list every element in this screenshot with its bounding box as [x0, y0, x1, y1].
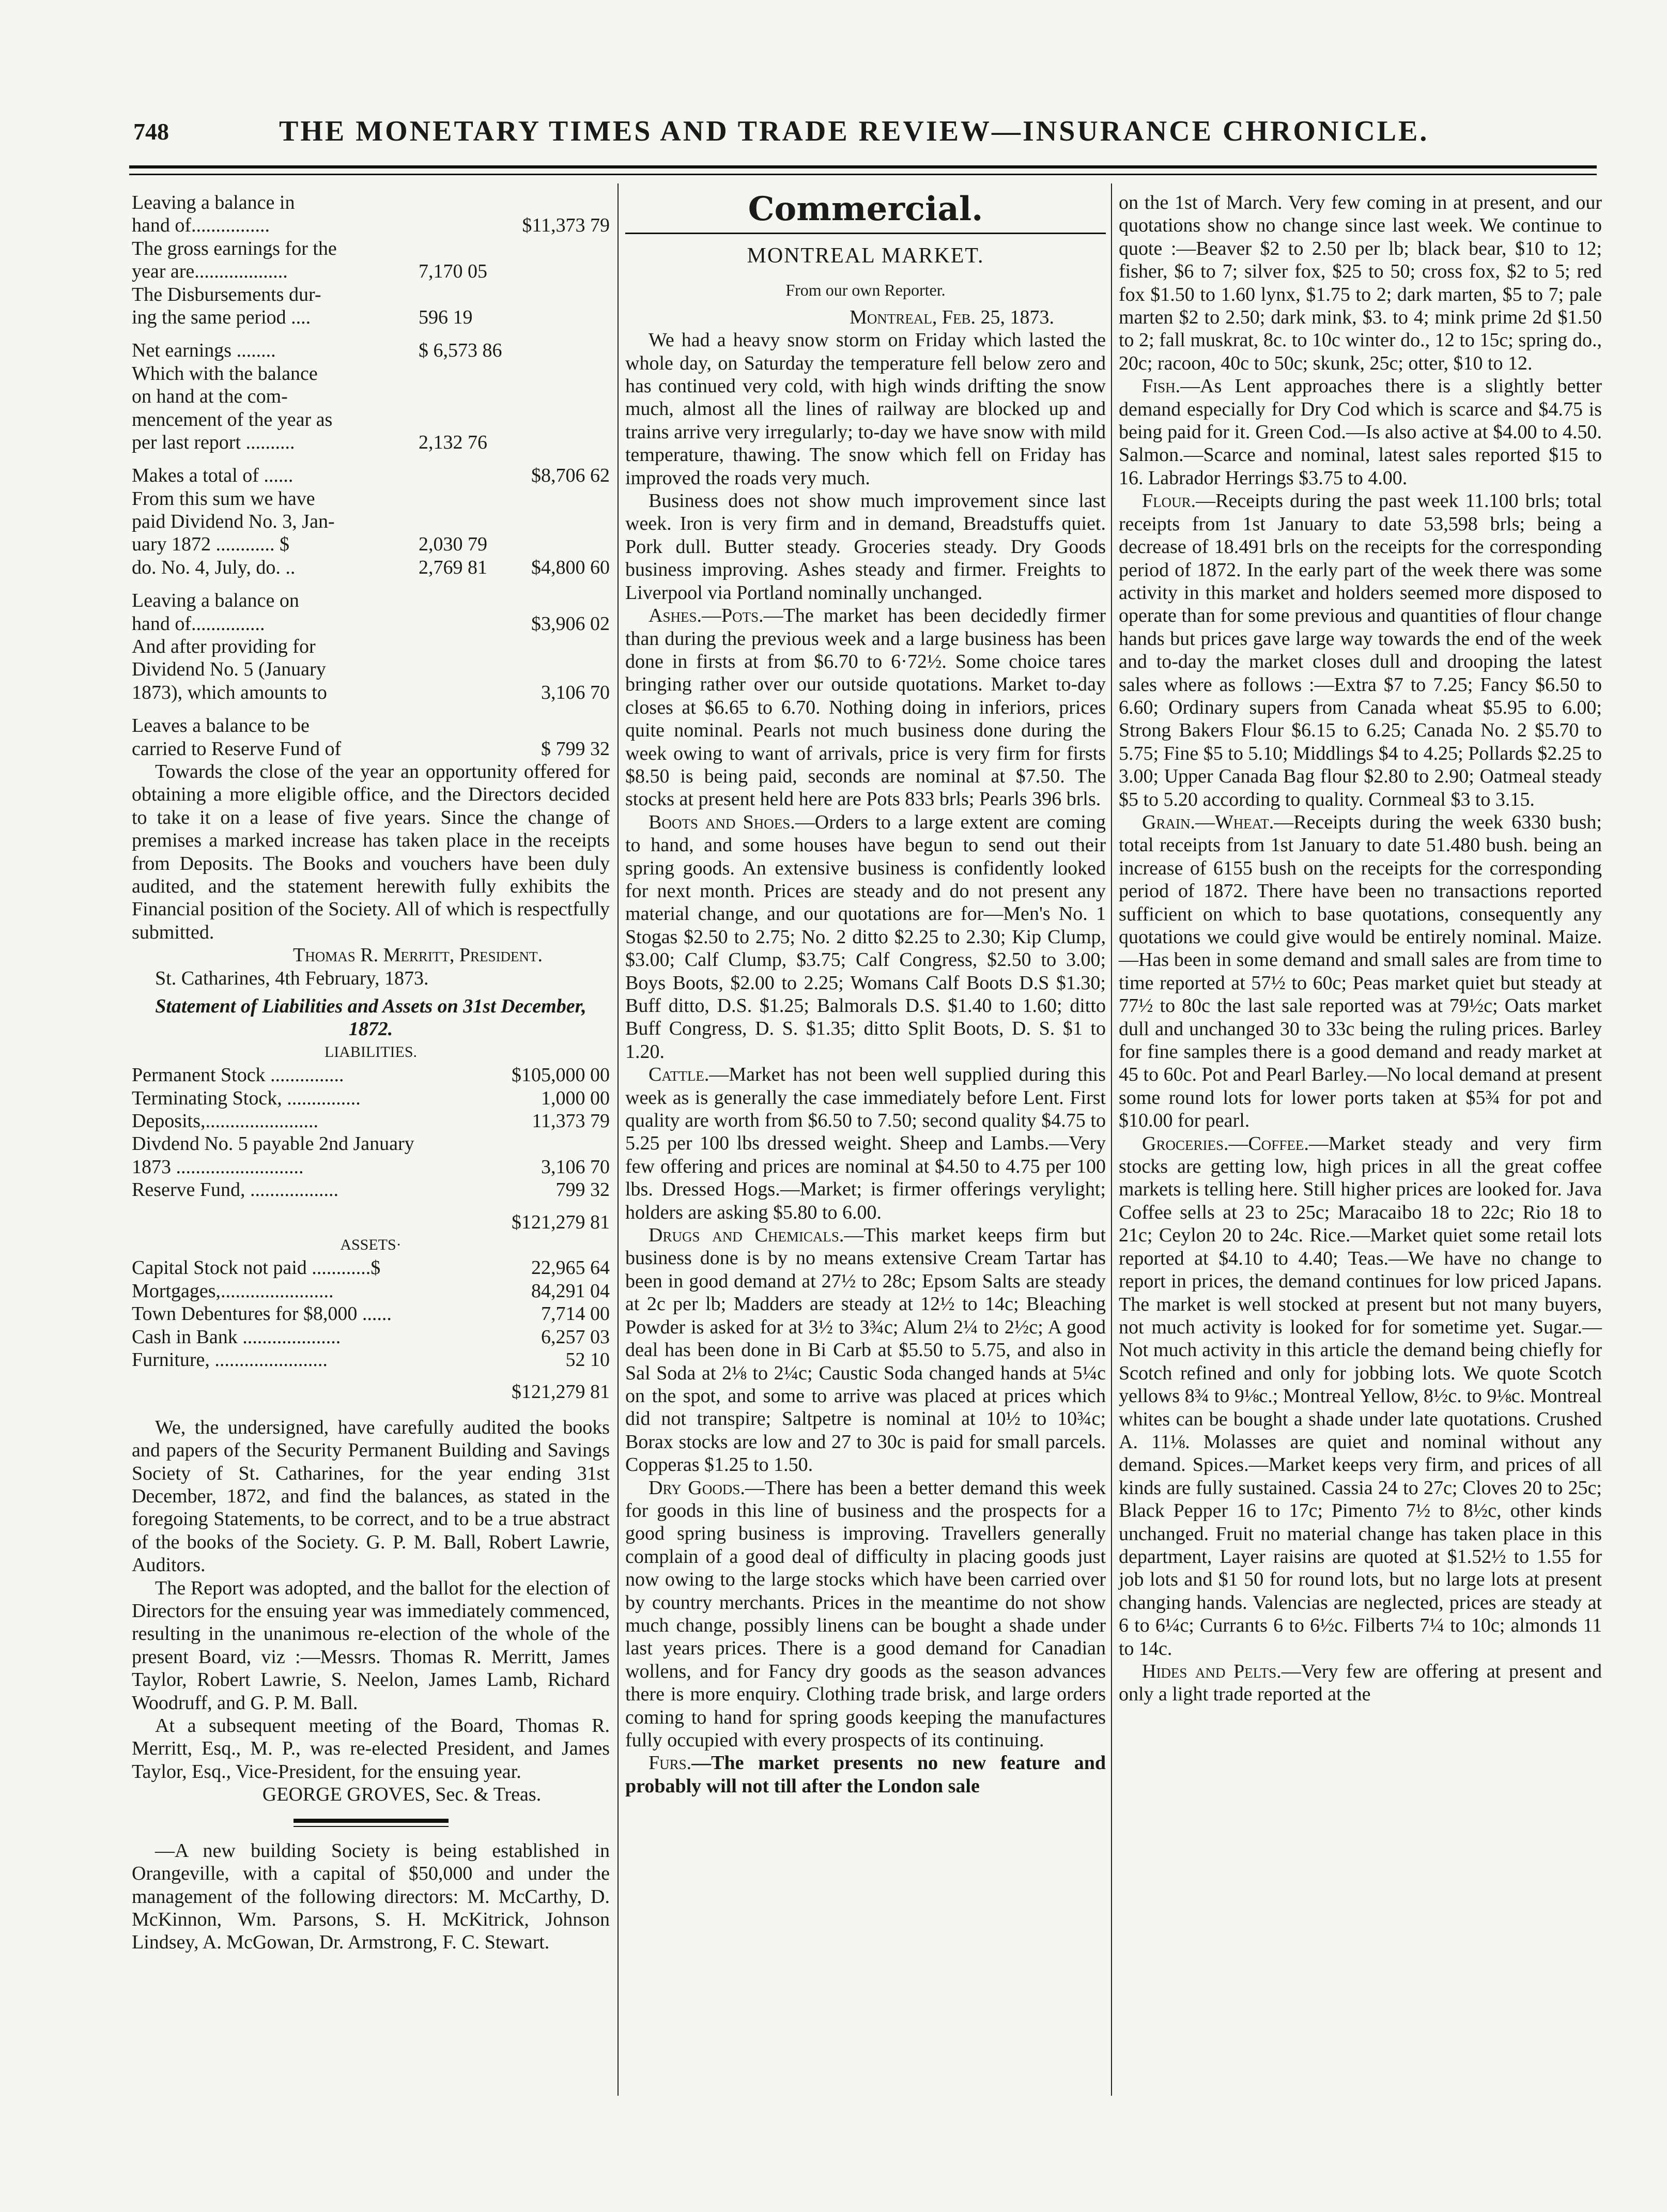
statement-title: Statement of Liabilities and Assets on 31st December, 1872.: [155, 995, 586, 1040]
account-mid: $ 6,573 86: [419, 340, 502, 362]
account-amount: 3,106 70: [541, 681, 610, 703]
section-rule: [294, 1819, 449, 1823]
title-rule: [625, 233, 1106, 234]
row-label: Mortgages,.......................: [132, 1280, 334, 1302]
table-row: [132, 1348, 610, 1371]
section-rule-thin: [294, 1826, 449, 1827]
table-row: [132, 1326, 610, 1348]
account-desc: year are...................: [132, 260, 288, 283]
body-grain: —Receipts during the week 6330 bush; total receipts from 1st January to date 51.480 bush. being an increase of 6155 bush on the receipts for the corresponding period of 1872. There have been no transactions reported sufficient on which to base quotations, consequently any quotations we could give would be entirely nominal. Maize.—Has been in some demand and small sales are from time to time reported at 57½ to 60c; Peas market quiet but steady at 77½ to 80c the last sale reported was at 79½c; Oats market dull and unchanged 30 to 33c being the ruling prices. Barley for fine samples there is a good demand and ready market at 45 to 60c. Pot and Pearl Barley.—No local demand at present some round lots for lower ports taken at $5¾ for pot and $10.00 for pearl.: [1119, 811, 1602, 1132]
account-line: [132, 556, 610, 579]
body-fish: —As Lent approaches there is a slightly better demand especially for Dry Cod which is scarce and $4.75 is being paid for it. Green Cod.—Is also active at $4.00 to 4.50. Salmon.—Scarce and nominal, latest sales reported $15 to 16. Labrador Herrings $3.75 to 4.00.: [1119, 375, 1602, 489]
account-amount: $ 799 32: [541, 738, 610, 760]
row-label: Cash in Bank ....................: [132, 1326, 341, 1348]
column-divider-2: [1111, 183, 1112, 2096]
heading-drugs: Drugs and Chemicals.: [649, 1224, 844, 1247]
account-line: [132, 738, 610, 760]
account-line: [132, 214, 610, 237]
row-label: Capital Stock not paid ............$: [132, 1257, 381, 1279]
account-desc: ing the same period ....: [132, 306, 311, 328]
section-title: Commercial.: [748, 190, 983, 228]
account-mid: 7,170 05: [419, 260, 487, 283]
paragraph-groceries: [1119, 1132, 1602, 1660]
row-label: Town Debentures for $8,000 ......: [132, 1303, 392, 1325]
heading-flour: Flour.: [1142, 490, 1196, 512]
table-row: [132, 1156, 610, 1178]
paragraph-fish: [1119, 375, 1602, 489]
account-mid: 596 19: [419, 306, 473, 328]
paragraph-furs: [625, 1752, 1106, 1798]
financial-block-5: [132, 714, 610, 760]
account-amount: $3,906 02: [531, 612, 610, 635]
body-ashes: —The market has been decidedly firmer than during the previous week and a large business has been done in firsts at from $6.70 to 6·72½. Some choice tares bringing rather over our outside quotations. Market to-day closes at $6.65 to 6.70. Nothing doing in inferiors, prices quite nominal. Pearls not much business done during the week owing to want of arrivals, price is very firm for firsts $8.50 is being paid, seconds are nominal at $7.50. The stocks at present held here are Pots 833 brls; Pearls 396 brls.: [625, 605, 1106, 810]
row-label: Terminating Stock, ...............: [132, 1087, 361, 1109]
assets-heading: ASSETS·: [340, 1236, 402, 1254]
row-amount: 52 10: [565, 1348, 610, 1371]
account-desc: per last report ..........: [132, 431, 295, 453]
body-flour: —Receipts during the past week 11.100 brls; total receipts from 1st January to date 53,598 brls; being a decrease of 18.491 brls on the receipts for the corresponding period of 1872. In the early part of the week there was some activity in this market and holders seemed more disposed to operate than for some previous and quantities of flour change hands but prices gave large way towards the end of the week and to-day the market closes dull and drooping the latest sales where as follows :—Extra $7 to 7.25; Fancy $6.50 to 6.60; Ordinary supers from Canada wheat $5.95 to 6.00; Strong Bakers Flour $6.15 to 6.25; Canada No. 2 $5.70 to 5.75; Fine $5 to 5.10; Middlings $4 to 4.25; Pollards $2.25 to 3.00; Upper Canada Bag flour $2.80 to 2.90; Oatmeal steady $5 to 5.20 according to quality. Cornmeal $3 to 3.15.: [1119, 490, 1602, 810]
reporter-credit: From our own Reporter.: [785, 281, 946, 300]
row-amount: 7,714 00: [541, 1303, 610, 1325]
row-label: Permanent Stock ...............: [132, 1064, 344, 1086]
paragraph-furs-continued: on the 1st of March. Very few coming in at present, and our quotations show no change since last week. We continue to quote :—Beaver $2 to 2.50 per lb; black bear, $10 to 12; fisher, $6 to 7; silver fox, $25 to 50; cross fox, $2 to 5; red fox $1.50 to 1.60 lynx, $1.75 to 2; dark marten, $5 to 7; pale marten $2 to 2.50; dark mink, $3. to 4; mink prime 2d $1.50 to 2; fall muskrat, 8c. to 10c winter do., 12 to 15c; spring do., 20c; racoon, 40c to 50c; skunk, 25c; otter, $10 to 12.: [1119, 192, 1602, 374]
table-row: [132, 1256, 610, 1279]
account-mid: 2,132 76: [419, 431, 487, 453]
account-line: [132, 533, 610, 556]
financial-block-1: [132, 191, 610, 329]
paragraph-grain: [1119, 811, 1602, 1132]
liabilities-heading: LIABILITIES.: [324, 1043, 418, 1061]
account-desc: The Disbursements dur-: [132, 283, 321, 305]
account-line: [132, 191, 610, 214]
body-dry-goods: —There has been a better demand this week for goods in this line of business and the prospects for a good spring business is improving. Travellers generally complain of a good deal of difficulty in placing goods just now owing to the large stocks which have been carried over by country merchants. Prices in the meantime do not show much change, possibly linens can be bought a shade under last years prices. There is a good demand for Canadian wollens, and for Fancy dry goods as the season advances there is more enquiry. Clothing trade brisk, and large orders coming to hand for spring goods keeping the manufactures fully occupied with every prospects of its continuing.: [625, 1477, 1106, 1751]
column-3: [1119, 191, 1602, 1706]
page-number: 748: [133, 118, 169, 145]
body-boots: —Orders to a large extent are coming to hand, and some houses have begun to send out their spring goods. An extensive business is confidently looked for next month. Prices are steady and do not present any material change, and our quotations are for—Men's No. 1 Stogas $2.50 to 2.75; No. 2 ditto $2.25 to 2.30; Kip Clump, $3.00; Calf Clump, $3.75; Calf Congress, $2.50 to 3.00; Boys Boots, $2.00 to 2.25; Womans Calf Boots D.S $1.30; Buff ditto, D.S. $1.25; Balmorals D.S. $1.40 to 1.60; ditto Buff Congress, D. S. $1.35; ditto Split Boots, D. S. $1 to 1.20.: [625, 811, 1106, 1063]
paragraph-drugs: [625, 1224, 1106, 1476]
paragraph-close-of-year: Towards the close of the year an opportunity offered for obtaining a more eligible office, and the Directors decided to take it on a lease of five years. Since the change of premises a marked increase has taken place in the receipts from Deposits. The Books and vouchers have been duly audited, and the statement herewith fully exhibits the Financial position of the Society. All of which is respectfully submitted.: [132, 760, 610, 943]
header-rule: [129, 165, 1597, 168]
account-desc: Leaves a balance to be: [132, 715, 310, 737]
account-desc: Leaving a balance on: [132, 590, 299, 612]
paragraph-ashes: [625, 604, 1106, 811]
account-line: [132, 510, 610, 533]
table-row: [132, 1302, 610, 1325]
account-amount: $8,706 62: [531, 465, 610, 487]
dateline: Montreal, Feb. 25, 1873.: [850, 306, 1054, 328]
account-line: [132, 658, 610, 681]
running-title: THE MONETARY TIMES AND TRADE REVIEW—INSURANCE CHRONICLE.: [279, 115, 1429, 147]
financial-block-3: [132, 464, 610, 579]
paragraph-report: The Report was adopted, and the ballot for the election of Directors for the ensuing year was immediately commenced, resulting in the unanimous re-election of the whole of the present Board, viz :—Messrs. Thomas R. Merritt, James Taylor, Robert Lawrie, S. Neelon, James Lamb, Richard Woodruff, and G. P. M. Ball.: [132, 1577, 610, 1714]
account-mid: 2,030 79: [419, 533, 487, 556]
header-rule-thin: [129, 174, 1597, 175]
account-desc: paid Dividend No. 3, Jan-: [132, 511, 335, 533]
account-mid: 2,769 81: [419, 556, 487, 578]
heading-groceries: Groceries.—Coffee.: [1142, 1132, 1309, 1155]
body-drugs: —This market keeps firm but business done is by no means extensive Cream Tartar has been in good demand at 27½ to 28c; Epsom Salts are steady at 2c per lb; Madders are steady at 12½ to 14c; Bleaching Powder is asked for at 3½ to 3¾c; Alum 2¼ to 2½c; A good deal has been done in Bi Carb at $5.50 to 5.75, and also in Sal Soda at 2⅛ to 2¼c; Caustic Soda changed hands at 5¼c on the spot, and some to arrive was placed at prices which did not transpire; Saltpetre is nominal at 10½ to 10¾c; Borax stocks are low and 27 to 30c is paid for small parcels. Copperas $1.25 to 1.50.: [625, 1224, 1106, 1476]
account-desc: Makes a total of ......: [132, 465, 294, 487]
account-line: [132, 464, 610, 487]
row-label: Reserve Fund, ..................: [132, 1179, 339, 1201]
row-label: Divdend No. 5 payable 2nd January: [132, 1133, 414, 1155]
row-label: 1873 ..........................: [132, 1156, 304, 1178]
paragraph-flour: [1119, 489, 1602, 811]
heading-cattle: Cattle.: [649, 1064, 709, 1086]
account-desc: Net earnings ........: [132, 340, 276, 362]
account-desc: 1873), which amounts to: [132, 681, 327, 703]
account-line: [132, 681, 610, 704]
account-line: [132, 714, 610, 737]
paragraph-boots: [625, 811, 1106, 1063]
row-amount: 3,106 70: [541, 1156, 610, 1178]
row-label: Furniture, .......................: [132, 1348, 328, 1371]
paragraph-dry-goods: [625, 1477, 1106, 1752]
account-line: [132, 237, 610, 260]
paragraph-intro: We had a heavy snow storm on Friday which lasted the whole day, on Saturday the temperature fell below zero and has continued very cold, with high winds drifting the snow much, almost all the lines of railway are blocked up and trains arrive very irregularly; to-day we have snow with mild temperature, thawing. The snow which fell on Friday has improved the roads very much.: [625, 329, 1106, 489]
row-label: Deposits,.......................: [132, 1110, 318, 1132]
heading-grain: Grain.—Wheat.: [1142, 811, 1274, 833]
table-row: [132, 1280, 610, 1302]
heading-dry-goods: Dry Goods.: [649, 1477, 745, 1499]
account-line: [132, 635, 610, 658]
account-desc: on hand at the com-: [132, 386, 288, 408]
table-row: [132, 1110, 610, 1132]
financial-block-2: [132, 339, 610, 454]
liabilities-table: [132, 1064, 610, 1201]
account-amount: $4,800 60: [531, 556, 610, 578]
paragraph-audit: We, the undersigned, have carefully audited the books and papers of the Security Permanent Building and Savings Society of St. Catharines, for the year ending 31st December, 1872, and find the balances, as stated in the foregoing Statements, to be correct, and to be a true abstract of the books of the Society. G. P. M. Ball, Robert Lawrie, Auditors.: [132, 1416, 610, 1576]
heading-fish: Fish.: [1142, 375, 1181, 397]
assets-total: $121,279 81: [512, 1381, 610, 1403]
account-line: [132, 283, 610, 306]
row-amount: 84,291 04: [531, 1280, 610, 1302]
account-desc: do. No. 4, July, do. ..: [132, 556, 296, 578]
paragraph-business: Business does not show much improvement since last week. Iron is very firm and in demand, Breadstuffs quiet. Pork dull. Butter steady. Groceries steady. Dry Goods business improving. Ashes steady and firmer. Freights to Liverpool via Portland nominally unchanged.: [625, 490, 1106, 604]
account-line: [132, 589, 610, 612]
heading-ashes: Ashes.—Pots.: [649, 605, 764, 627]
column-2: [625, 191, 1106, 1798]
row-amount: 11,373 79: [532, 1110, 610, 1132]
row-amount: 6,257 03: [541, 1326, 610, 1348]
row-amount: 799 32: [555, 1179, 610, 1201]
row-amount: $105,000 00: [512, 1064, 610, 1086]
financial-block-4: [132, 589, 610, 704]
paragraph-cattle: [625, 1063, 1106, 1224]
account-line: [132, 306, 610, 329]
body-cattle: —Market has not been well supplied during this week as is generally the case immediately before Lent. First quality are worth from $6.50 to 7.50; second quality $4.75 to 5.25 per 100 lbs dressed weight. Sheep and Lambs.—Very few offering and prices are nominal at $4.50 to 4.75 per 100 lbs. Dressed Hogs.—Market; is firmer offerings verylight; holders are asking $5.80 to 6.00.: [625, 1064, 1106, 1223]
account-desc: mencement of the year as: [132, 408, 333, 431]
account-line: [132, 260, 610, 283]
assets-table: [132, 1256, 610, 1371]
row-amount: 22,965 64: [531, 1257, 610, 1279]
column-1: [132, 191, 610, 1954]
table-row: [132, 1064, 610, 1086]
account-desc: hand of................: [132, 214, 270, 237]
account-line: [132, 408, 610, 431]
paragraph-orangeville: —A new building Society is being established in Orangeville, with a capital of $50,000 and under the management of the following directors: M. McCarthy, D. McKinnon, Wm. Parsons, S. H. McKitrick, Johnson Lindsey, A. McGowan, Dr. Armstrong, F. C. Stewart.: [132, 1839, 610, 1954]
account-desc: Dividend No. 5 (January: [132, 658, 326, 681]
body-groceries: —Market steady and very firm stocks are getting low, high prices in all the great coffee markets is telling here. Still higher prices are looked for. Java Coffee sells at 23 to 25c; Maracaibo 18 to 22c; Rio 18 to 21c; Ceylon 20 to 24c. Rice.—Market quiet some retail lots reported at $4.10 to 4.40; Teas.—We have no change to report in prices, the demand continues for low priced Japans. The market is well stocked at present but not many buyers, not much activity is looked for for sometime yet. Sugar.—Not much activity in this article the demand being chiefly for Scotch refined and only for jobbing lots. We quote Scotch yellows 8¾ to 9⅛c.; Montreal Yellow, 8½c. to 9⅛c. Montreal whites can be bought a shade under late quotations. Crushed A. 11⅛. Molasses are quiet and nominal without any demand. Spices.—Market keeps very firm, and prices of all kinds are fully sustained. Cassia 24 to 27c; Cloves 20 to 25c; Black Pepper 16 to 17c; Pimento 7½ to 8½c, other kinds unchanged. Fruit no material change has taken place in this department, Layer raisins are quoted at $1.52½ to 1.55 for job lots and $1 50 for round lots, but no large lots at present changing hands. Valencias are neglected, prices are steady at 6 to 6¼c; Currants 6 to 6½c. Filberts 7¼ to 10c; almonds 11 to 14c.: [1119, 1132, 1602, 1660]
table-row: [132, 1132, 610, 1155]
account-desc: uary 1872 ............ $: [132, 533, 290, 556]
account-line: [132, 385, 610, 408]
dateline: St. Catharines, 4th February, 1873.: [155, 967, 429, 989]
account-desc: From this sum we have: [132, 487, 315, 510]
table-row: [132, 1178, 610, 1201]
body-furs: —The market presents no new feature and probably will not till after the London sale: [625, 1752, 1106, 1797]
account-desc: carried to Reserve Fund of: [132, 738, 342, 760]
account-line: [132, 487, 610, 510]
row-amount: 1,000 00: [541, 1087, 610, 1109]
heading-boots: Boots and Shoes.: [649, 811, 795, 833]
heading-hides: Hides and Pelts.: [1142, 1661, 1282, 1682]
market-title: MONTREAL MARKET.: [747, 244, 984, 268]
account-line: [132, 339, 610, 362]
body-hides: —Very few are offering at present and only a light trade reported at the: [1119, 1661, 1602, 1706]
column-divider-1: [618, 183, 619, 2096]
paragraph-meeting: At a subsequent meeting of the Board, Thomas R. Merritt, Esq., M. P., was re-elected President, and James Taylor, Esq., Vice-President, for the ensuing year.: [132, 1715, 610, 1783]
signature-secretary: GEORGE GROVES, Sec. & Treas.: [262, 1784, 542, 1806]
paragraph-hides: [1119, 1660, 1602, 1706]
account-amount: $11,373 79: [522, 214, 610, 237]
account-line: [132, 431, 610, 454]
liabilities-total: $121,279 81: [512, 1211, 610, 1233]
account-line: [132, 362, 610, 385]
account-line: [132, 612, 610, 635]
table-row: [132, 1087, 610, 1110]
account-desc: Which with the balance: [132, 362, 318, 385]
account-desc: The gross earnings for the: [132, 237, 337, 259]
account-desc: hand of...............: [132, 612, 265, 635]
signature-president: Thomas R. Merritt, President.: [293, 944, 543, 966]
account-desc: Leaving a balance in: [132, 192, 295, 213]
heading-furs: Furs.: [649, 1752, 692, 1774]
account-desc: And after providing for: [132, 636, 316, 658]
